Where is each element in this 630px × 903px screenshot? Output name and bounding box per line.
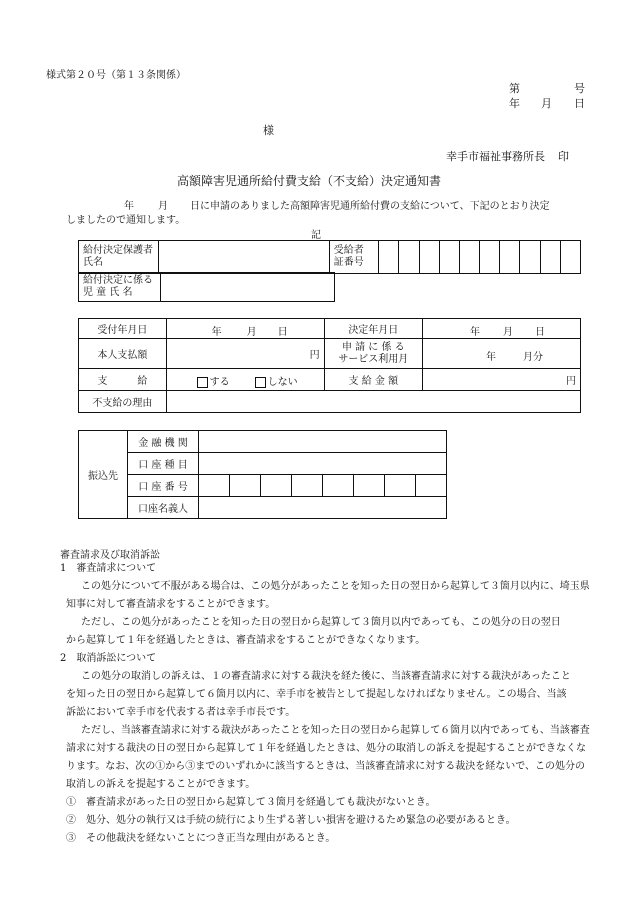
- issuer: 幸手市福祉事務所長: [446, 150, 545, 163]
- sama-label: 様: [263, 124, 274, 137]
- cert-label-cell: [329, 241, 379, 274]
- account-holder-label: 口座名義人: [128, 497, 199, 519]
- payment-do-option[interactable]: [197, 373, 230, 388]
- service-label-2: サービス利用月: [338, 353, 409, 365]
- cert-digit-1[interactable]: [379, 241, 399, 274]
- payment-label: 支 給: [79, 369, 167, 391]
- section-1-heading: 1 審査請求について: [60, 563, 157, 574]
- cert-digit-2[interactable]: [399, 241, 419, 274]
- document-title: 高額障害児通所給付費支給（不支給）決定通知書: [177, 174, 442, 188]
- section-2-para-d: ただし、当該審査請求に対する裁決があったことを知った日の翌日から起算して６箇月以内であっても、当該審査: [81, 725, 590, 736]
- cert-digit-6[interactable]: [480, 241, 500, 274]
- number-suffix: 号: [574, 82, 585, 95]
- received-date-field[interactable]: [166, 319, 324, 339]
- bank-name-field[interactable]: [199, 431, 447, 453]
- account-type-label: 口 座 種 目: [128, 453, 199, 475]
- service-label-cell: [324, 339, 422, 369]
- account-digit-8[interactable]: [416, 475, 447, 497]
- self-pay-yen: 円: [309, 350, 320, 361]
- child-name-field[interactable]: [160, 273, 334, 302]
- account-type-field[interactable]: [199, 453, 447, 475]
- amount-field[interactable]: [423, 369, 581, 391]
- guardian-label-cell: [79, 241, 159, 274]
- section-2-para-a: この処分の取消しの訴えは、１の審査請求に対する裁決を経た後に、当該審査請求に対する裁決があったこと: [81, 671, 571, 682]
- section-1-para-a: この処分について不服がある場合は、この処分があったことを知った日の翌日から起算して３箇月以内に、埼玉県: [81, 581, 590, 592]
- payment-dont-option[interactable]: [255, 373, 298, 388]
- child-label-2: 児 童 氏 名: [83, 287, 133, 298]
- payment-do-checkbox[interactable]: [197, 377, 208, 388]
- guardian-label-1: 給付決定保護者: [83, 245, 153, 256]
- account-digit-2[interactable]: [230, 475, 261, 497]
- number-label: 第: [509, 82, 520, 95]
- intro-text-2: しましたので通知します。: [66, 215, 186, 226]
- self-pay-field[interactable]: [166, 339, 324, 369]
- cert-label-2: 証番号: [333, 257, 364, 268]
- guardian-label-2: 氏名: [83, 257, 103, 268]
- child-table: [78, 272, 335, 302]
- section-2-heading: 2 取消訴訟について: [60, 653, 157, 664]
- child-label-cell: [79, 273, 161, 302]
- reason-label: 不支給の理由: [79, 391, 167, 413]
- account-digit-1[interactable]: [199, 475, 230, 497]
- intro-year: 年: [124, 201, 134, 212]
- cert-digit-4[interactable]: [439, 241, 459, 274]
- cert-digit-8[interactable]: [520, 241, 540, 274]
- transfer-label: 振込先: [79, 431, 128, 519]
- payment-dont-label: しない: [267, 376, 298, 388]
- condition-item-2: ② 処分、処分の執行又は手続の続行により生ずる著しい損害を避けるため緊急の必要があるとき。: [66, 815, 516, 826]
- decided-month: 月: [503, 326, 513, 338]
- decided-year: 年: [470, 326, 480, 338]
- service-month: 月分: [523, 351, 543, 363]
- service-label-1: 申 請 に 係 る: [341, 341, 405, 353]
- form-id: 様式第２０号（第１３条関係）: [46, 70, 186, 81]
- section-2-para-e: 請求に対する裁決の日の翌日から起算して１年を経過したときは、処分の取消しの訴えを提起することができなくな: [66, 743, 586, 754]
- payment-do-label: する: [209, 376, 230, 388]
- payment-dont-checkbox[interactable]: [255, 377, 266, 388]
- amount-yen: 円: [566, 376, 576, 387]
- section-2-para-b: を知った日の翌日から起算して６箇月以内に、幸手市を被告として提起しなければなりません。この場合、当該: [66, 689, 567, 700]
- decided-date-field[interactable]: [423, 319, 581, 339]
- cert-digit-5[interactable]: [459, 241, 479, 274]
- account-number-label: 口 座 番 号: [128, 475, 199, 497]
- notice-heading: 審査請求及び取消訴訟: [60, 550, 160, 561]
- intro-month: 月: [158, 201, 168, 212]
- recipient-table: [78, 240, 581, 274]
- child-label-1: 給付決定に係る: [83, 275, 153, 286]
- section-1-para-c: ただし、この処分があったことを知った日の翌日から起算して３箇月以内であっても、この処分の日の翌日: [81, 617, 561, 628]
- section-2-para-f: ります。なお、次の①から③までのいずれかに該当するときは、当該審査請求に対する裁決を経ないで、この処分の: [66, 761, 585, 772]
- guardian-name-field[interactable]: [159, 241, 330, 274]
- header-day: 日: [574, 97, 585, 110]
- cert-digit-9[interactable]: [540, 241, 560, 274]
- cert-label-1: 受給者: [333, 245, 364, 256]
- cert-digit-3[interactable]: [419, 241, 439, 274]
- reason-field[interactable]: [166, 391, 580, 413]
- bank-table: [78, 430, 447, 519]
- payment-choice-cell: [166, 369, 324, 391]
- received-day: 日: [277, 326, 288, 338]
- intro-text: 日に申請のありました高額障害児通所給付費の支給について、下記のとおり決定: [190, 201, 550, 212]
- account-digit-5[interactable]: [323, 475, 354, 497]
- ki-label: 記: [311, 230, 321, 241]
- header-year: 年: [509, 97, 520, 110]
- condition-item-1: ① 審査請求があった日の翌日から起算して３箇月を経過しても裁決がないとき。: [66, 797, 436, 808]
- self-pay-label: 本人支払額: [79, 339, 167, 369]
- amount-label: 支 給 金 額: [324, 369, 422, 391]
- account-holder-field[interactable]: [199, 497, 447, 519]
- received-month: 月: [246, 326, 257, 338]
- bank-name-label: 金 融 機 関: [128, 431, 199, 453]
- decided-label: 決定年月日: [324, 319, 422, 339]
- decision-table: [78, 318, 581, 413]
- section-2-para-g: 取消しの訴えを提起することができます。: [66, 779, 256, 790]
- account-digit-3[interactable]: [261, 475, 292, 497]
- section-1-para-d: から起算して１年を経過したときは、審査請求をすることができなくなります。: [66, 635, 426, 646]
- section-2-para-c: 訴訟において幸手市を代表する者は幸手市長です。: [66, 707, 296, 718]
- account-digit-6[interactable]: [354, 475, 385, 497]
- section-1-para-b: 知事に対して審査請求をすることができます。: [66, 599, 276, 610]
- received-year: 年: [211, 326, 222, 338]
- decided-day: 日: [535, 326, 545, 338]
- seal-mark: 印: [558, 150, 569, 163]
- service-year: 年: [486, 351, 496, 363]
- cert-digit-7[interactable]: [500, 241, 520, 274]
- header-month: 月: [541, 97, 552, 110]
- cert-digit-10[interactable]: [560, 241, 580, 274]
- received-label: 受付年月日: [79, 319, 167, 339]
- service-month-field[interactable]: [423, 339, 581, 369]
- account-digit-4[interactable]: [292, 475, 323, 497]
- account-digit-7[interactable]: [385, 475, 416, 497]
- condition-item-3: ③ その他裁決を経ないことにつき正当な理由があるとき。: [66, 833, 336, 844]
